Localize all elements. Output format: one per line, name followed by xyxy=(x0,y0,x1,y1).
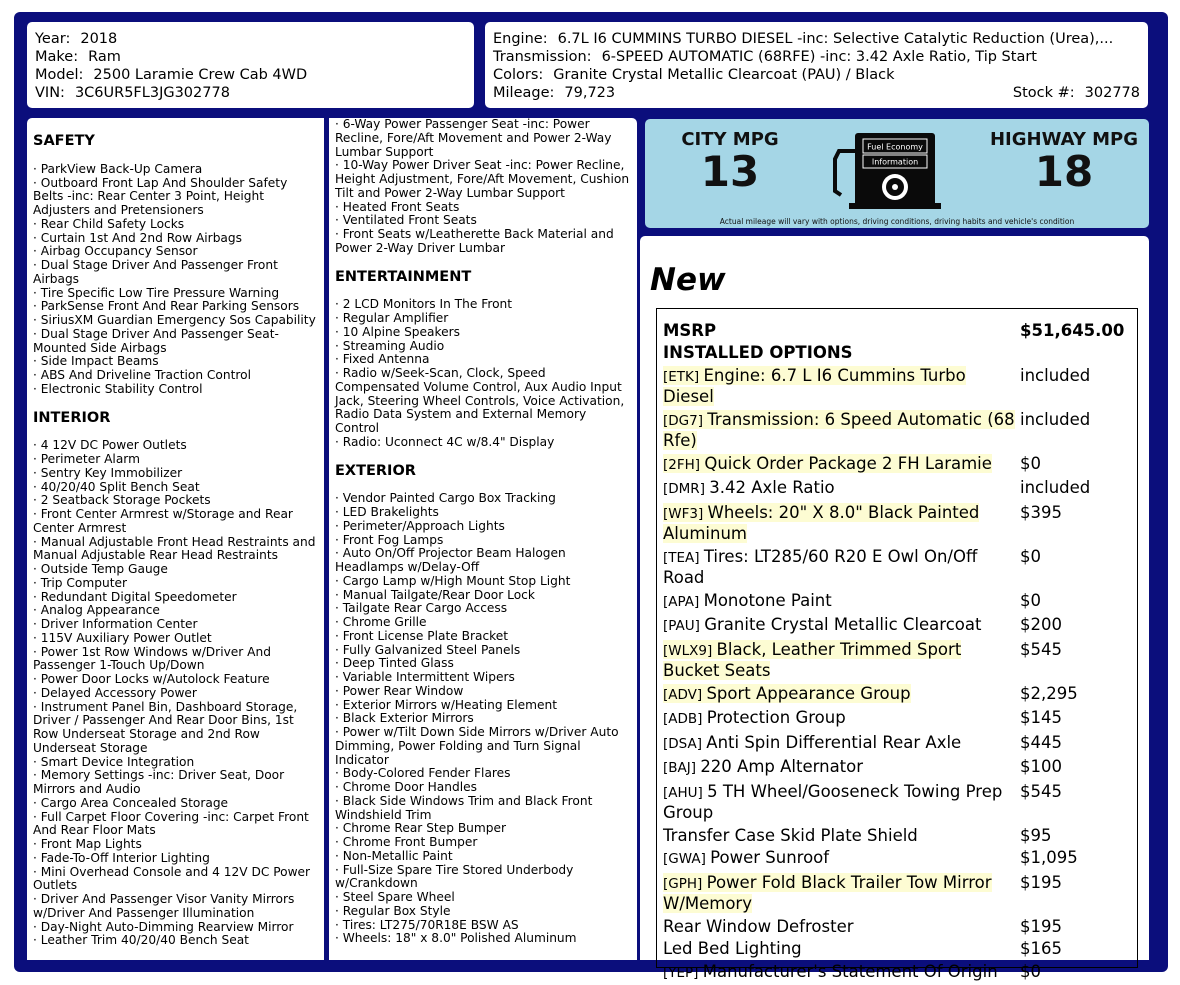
option-row xyxy=(663,614,1131,639)
option-description: [GWA] Power Sunroof xyxy=(663,848,830,867)
model-label: Model: xyxy=(35,67,84,83)
feature-item: · Regular Amplifier xyxy=(335,311,449,325)
engine-label: Engine: xyxy=(493,31,548,47)
option-row xyxy=(663,682,1131,707)
option-code: [PAU] xyxy=(663,618,705,634)
feature-item: · Rear Child Safety Locks xyxy=(33,216,185,231)
year-label: Year: xyxy=(35,31,71,47)
feature-item: · Exterior Mirrors w/Heating Element xyxy=(335,697,557,712)
feature-item: · Electronic Stability Control xyxy=(33,381,203,396)
option-code: [ADV] xyxy=(663,686,707,703)
option-row xyxy=(663,501,1131,545)
feature-item: · Heated Front Seats xyxy=(335,199,460,214)
option-code: [GPH] xyxy=(663,875,707,892)
option-code: [YEP] xyxy=(663,964,703,981)
feature-item: · Streaming Audio xyxy=(335,338,445,353)
fuel-pump-icon xyxy=(825,129,965,211)
feature-item: · Side Impact Beams xyxy=(33,354,159,369)
option-code: [2FH] xyxy=(663,456,705,473)
feature-item: · Redundant Digital Speedometer xyxy=(33,589,237,604)
option-code: [WF3] xyxy=(663,505,708,522)
vin-row xyxy=(35,84,466,102)
feature-item: · Vendor Painted Cargo Box Tracking xyxy=(335,491,556,506)
feature-item: · Front Map Lights xyxy=(33,837,142,851)
option-code: [DMR] xyxy=(663,481,710,497)
feature-item: · Manual Tailgate/Rear Door Lock xyxy=(335,587,535,602)
feature-item: · 10-Way Power Driver Seat -inc: Power Recline, Height Adjustment, Fore/Aft Movement, Cushion Tilt and Power 2-Way Lumbar Support xyxy=(335,158,630,200)
option-price: $545 xyxy=(1020,639,1062,659)
option-price: $95 xyxy=(1020,825,1052,845)
option-price: $145 xyxy=(1020,708,1062,727)
option-price: $195 xyxy=(1020,872,1062,892)
feature-item: · ABS And Driveline Traction Control xyxy=(33,368,251,382)
feature-item: · Chrome Door Handles xyxy=(335,780,477,794)
mileage-label: Mileage: xyxy=(493,85,555,101)
highway-mpg-label: HIGHWAY MPG xyxy=(989,129,1139,150)
feature-item: · 6-Way Power Passenger Seat -inc: Power Recline, Fore/Aft Movement and Power 2-Way Lumbar Support xyxy=(335,117,612,159)
feature-item: · Driver And Passenger Visor Vanity Mirrors w/Driver And Passenger Illumination xyxy=(33,892,295,920)
feature-item: · Front Center Armrest w/Storage and Rear Center Armrest xyxy=(33,507,293,535)
option-description: [DSA] Anti Spin Differential Rear Axle xyxy=(663,732,962,752)
installed-options-title: INSTALLED OPTIONS xyxy=(663,343,853,362)
option-code: [DSA] xyxy=(663,735,707,752)
feature-item: · Regular Box Style xyxy=(335,903,451,918)
feature-item: · Power w/Tilt Down Side Mirrors w/Driver Auto Dimming, Power Folding and Turn Signal Indicator xyxy=(335,725,619,767)
feature-item: · 4 12V DC Power Outlets xyxy=(33,438,187,453)
feature-item: · Body-Colored Fender Flares xyxy=(335,766,511,781)
feature-item: · Leather Trim 40/20/40 Bench Seat xyxy=(33,933,249,948)
option-description: [2FH] Quick Order Package 2 FH Laramie xyxy=(663,453,992,473)
msrp-row xyxy=(663,319,1131,342)
colors-row xyxy=(493,66,1140,84)
option-row xyxy=(663,847,1131,872)
msrp-value: $51,645.00 xyxy=(1020,321,1125,340)
feature-item: · Chrome Rear Step Bumper xyxy=(335,821,507,836)
option-price: included xyxy=(1020,409,1091,429)
option-description: [PAU] Granite Crystal Metallic Clearcoat xyxy=(663,615,982,634)
feature-item: · Full-Size Spare Tire Stored Underbody w/Crankdown xyxy=(335,862,574,891)
feature-item: · Full Carpet Floor Covering -inc: Carpet Front And Rear Floor Mats xyxy=(33,809,309,838)
feature-item: · Radio: Uconnect 4C w/8.4" Display xyxy=(335,434,555,449)
section-title-interior: INTERIOR xyxy=(33,409,111,426)
pump-text-line1: Fuel Economy xyxy=(867,142,923,152)
option-description: [DMR] 3.42 Axle Ratio xyxy=(663,478,835,497)
option-row xyxy=(663,731,1131,756)
option-row xyxy=(663,960,1131,985)
option-code: [DG7] xyxy=(663,412,708,429)
city-mpg-value: 13 xyxy=(700,147,760,196)
option-row xyxy=(663,707,1131,732)
option-description: [TEA] Tires: LT285/60 R20 E Owl On/Off Road xyxy=(663,546,978,587)
msrp-label: MSRP xyxy=(663,321,717,340)
make-label: Make: xyxy=(35,49,79,65)
feature-item: · Instrument Panel Bin, Dashboard Storage, Driver / Passenger And Rear Door Bins, 1st Row Underseat Storage and 2nd Row Underseat Storage xyxy=(33,699,298,755)
feature-item: · Outboard Front Lap And Shoulder Safety Belts -inc: Rear Center 3 Point, Height Adjusters and Pretensioners xyxy=(33,175,288,217)
feature-item: · Front Fog Lamps xyxy=(335,532,444,547)
feature-item: · Power Door Locks w/Autolock Feature xyxy=(33,672,270,686)
feature-item: · Mini Overhead Console and 4 12V DC Power Outlets xyxy=(33,864,311,893)
option-code: [ETK] xyxy=(663,368,704,385)
option-description: [ADV] Sport Appearance Group xyxy=(663,683,911,703)
colors-value: Granite Crystal Metallic Clearcoat (PAU) / Black xyxy=(553,67,895,83)
option-row xyxy=(663,477,1131,502)
section-title-exterior: EXTERIOR xyxy=(335,462,416,479)
feature-item: · Front License Plate Bracket xyxy=(335,628,509,643)
feature-item: · Black Exterior Mirrors xyxy=(335,711,474,726)
section-title-entertainment: ENTERTAINMENT xyxy=(335,268,472,285)
feature-item: · Delayed Accessory Power xyxy=(33,685,197,700)
option-code: [WLX9] xyxy=(663,642,717,659)
options-box xyxy=(656,308,1138,981)
feature-item: · Tire Specific Low Tire Pressure Warning xyxy=(33,285,280,300)
option-code: [ADB] xyxy=(663,711,707,727)
stock-value: 302778 xyxy=(1084,85,1140,101)
feature-item: · Power 1st Row Windows w/Driver And Passenger 1-Touch Up/Down xyxy=(33,644,271,673)
feature-item: · Power Rear Window xyxy=(335,683,464,698)
feature-item: · Airbag Occupancy Sensor xyxy=(33,244,198,259)
highway-mpg xyxy=(979,129,1149,194)
option-code: [GWA] xyxy=(663,851,711,867)
feature-item: · Variable Intermittent Wipers xyxy=(335,670,515,684)
option-row xyxy=(663,780,1131,824)
option-description: [WF3] Wheels: 20" X 8.0" Black Painted Aluminum xyxy=(663,502,980,543)
highway-mpg-value: 18 xyxy=(1034,147,1094,196)
option-row xyxy=(663,364,1131,408)
stock-label: Stock #: xyxy=(1012,85,1075,101)
option-code: [AHU] xyxy=(663,784,708,801)
option-description: [ADB] Protection Group xyxy=(663,708,846,727)
option-description: [AHU] 5 TH Wheel/Gooseneck Towing Prep Group xyxy=(663,781,1003,822)
engine-value: 6.7L I6 CUMMINS TURBO DIESEL -inc: Selective Catalytic Reduction (Urea),... xyxy=(557,31,1114,47)
year-value: 2018 xyxy=(80,31,118,47)
city-mpg xyxy=(645,129,815,194)
option-row xyxy=(663,756,1131,781)
make-row xyxy=(35,48,466,66)
feature-item: · Front Seats w/Leatherette Back Material and Power 2-Way Driver Lumbar xyxy=(335,227,614,255)
transmission-row xyxy=(493,48,1140,66)
feature-item: · Fixed Antenna xyxy=(335,352,430,367)
feature-item: · 115V Auxiliary Power Outlet xyxy=(33,630,212,645)
feature-item: · Tailgate Rear Cargo Access xyxy=(335,601,508,616)
feature-item: · ParkSense Front And Rear Parking Sensors xyxy=(33,299,300,314)
feature-item: · Dual Stage Driver And Passenger Front Airbags xyxy=(33,258,278,286)
option-code: [TEA] xyxy=(663,549,704,566)
option-price: $0 xyxy=(1020,590,1041,610)
feature-item: · Analog Appearance xyxy=(33,603,160,618)
feature-item: · Fade-To-Off Interior Lighting xyxy=(33,850,210,865)
features-column-middle xyxy=(329,118,637,960)
city-mpg-label: CITY MPG xyxy=(681,129,779,150)
option-price: $545 xyxy=(1020,781,1062,801)
option-price: $0 xyxy=(1020,546,1041,566)
vehicle-condition: New xyxy=(650,262,726,298)
transmission-value: 6-SPEED AUTOMATIC (68RFE) -inc: 3.42 Axle Ratio, Tip Start xyxy=(601,49,1037,65)
options-list xyxy=(663,364,1131,985)
pump-text-line2: Information xyxy=(871,157,919,167)
feature-item: · Day-Night Auto-Dimming Rearview Mirror xyxy=(33,919,294,934)
option-price: $165 xyxy=(1020,939,1062,958)
option-description: [ETK] Engine: 6.7 L I6 Cummins Turbo Diesel xyxy=(663,365,966,406)
option-description: Transfer Case Skid Plate Shield xyxy=(663,825,918,845)
colors-label: Colors: xyxy=(493,67,544,83)
option-price: $445 xyxy=(1020,732,1062,752)
option-description: Led Bed Lighting xyxy=(663,939,802,958)
feature-item: · ParkView Back-Up Camera xyxy=(33,161,203,176)
option-price: $195 xyxy=(1020,916,1062,936)
option-code: [APA] xyxy=(663,593,704,610)
mileage-disclaimer: Actual mileage will vary with options, driving conditions, driving habits and vehicle's condition xyxy=(719,217,1075,226)
option-row xyxy=(663,938,1131,961)
feature-item: · 40/20/40 Split Bench Seat xyxy=(33,479,200,494)
feature-item: · Sentry Key Immobilizer xyxy=(33,465,183,480)
vin-value: 3C6UR5FL3JG302778 xyxy=(74,85,230,101)
option-price: $100 xyxy=(1020,757,1062,776)
feature-item: · Manual Adjustable Front Head Restraints and Manual Adjustable Rear Head Restraints xyxy=(33,534,316,563)
feature-item: · 10 Alpine Speakers xyxy=(335,324,460,339)
option-description: [BAJ] 220 Amp Alternator xyxy=(663,757,864,776)
option-description: [DG7] Transmission: 6 Speed Automatic (68 Rfe) xyxy=(663,409,1015,450)
vehicle-info xyxy=(27,22,474,108)
feature-item: · Dual Stage Driver And Passenger Seat-Mounted Side Airbags xyxy=(33,326,279,355)
feature-item: · Curtain 1st And 2nd Row Airbags xyxy=(33,230,242,245)
feature-item: · 2 LCD Monitors In The Front xyxy=(335,297,513,312)
features-column-left xyxy=(27,118,324,960)
feature-item: · Smart Device Integration xyxy=(33,754,195,769)
feature-item: · Non-Metallic Paint xyxy=(335,848,453,863)
engine-row xyxy=(493,30,1140,48)
mileage-row xyxy=(493,84,1140,102)
option-price: $200 xyxy=(1020,615,1062,634)
option-code: [BAJ] xyxy=(663,760,701,776)
option-price: included xyxy=(1020,478,1091,497)
option-price: $1,095 xyxy=(1020,848,1078,867)
feature-item: · Ventilated Front Seats xyxy=(335,213,477,228)
feature-item: · Fully Galvanized Steel Panels xyxy=(335,642,521,657)
specs-info xyxy=(485,22,1148,108)
section-title-safety: SAFETY xyxy=(33,133,95,149)
make-value: Ram xyxy=(88,49,121,65)
feature-item: · Wheels: 18" x 8.0" Polished Aluminum xyxy=(335,931,577,946)
feature-item: · Perimeter/Approach Lights xyxy=(335,518,505,533)
option-row xyxy=(663,452,1131,477)
option-row xyxy=(663,589,1131,614)
feature-item: · LED Brakelights xyxy=(335,505,439,519)
feature-item: · Perimeter Alarm xyxy=(33,452,140,466)
option-row xyxy=(663,408,1131,452)
model-value: 2500 Laramie Crew Cab 4WD xyxy=(93,67,308,83)
option-description: [APA] Monotone Paint xyxy=(663,590,832,610)
feature-item: · Chrome Grille xyxy=(335,615,427,629)
feature-item: · Trip Computer xyxy=(33,575,127,590)
option-price: $0 xyxy=(1020,961,1041,981)
feature-item: · Deep Tinted Glass xyxy=(335,656,454,671)
option-row xyxy=(663,871,1131,915)
feature-item: · Steel Spare Wheel xyxy=(335,890,455,904)
feature-item: · Cargo Lamp w/High Mount Stop Light xyxy=(335,573,571,588)
option-price: $395 xyxy=(1020,502,1062,522)
feature-item: · Cargo Area Concealed Storage xyxy=(33,795,229,810)
model-row xyxy=(35,66,466,84)
transmission-label: Transmission: xyxy=(493,49,592,65)
option-row xyxy=(663,545,1131,589)
feature-item: · Radio w/Seek-Scan, Clock, Speed Compensated Volume Control, Aux Audio Input Jack, Steering Wheel Controls, Voice Activation, Radio Data System and External Memory Control xyxy=(335,366,625,435)
mileage-value: 79,723 xyxy=(564,85,616,101)
feature-item: · 2 Seatback Storage Pockets xyxy=(33,493,211,508)
feature-item: · SiriusXM Guardian Emergency Sos Capability xyxy=(33,313,316,327)
option-price: included xyxy=(1020,365,1091,385)
option-row xyxy=(663,638,1131,682)
fuel-economy-panel xyxy=(645,119,1149,228)
option-price: $2,295 xyxy=(1020,683,1078,703)
feature-item: · Auto On/Off Projector Beam Halogen Headlamps w/Delay-Off xyxy=(335,546,566,574)
feature-item: · Outside Temp Gauge xyxy=(33,562,168,576)
feature-item: · Tires: LT275/70R18E BSW AS xyxy=(335,917,519,932)
feature-item: · Driver Information Center xyxy=(33,617,198,631)
option-description: [GPH] Power Fold Black Trailer Tow Mirror W/Memory xyxy=(663,872,992,913)
option-description: [WLX9] Black, Leather Trimmed Sport Bucket Seats xyxy=(663,639,962,680)
feature-item: · Memory Settings -inc: Driver Seat, Door Mirrors and Audio xyxy=(33,768,285,796)
feature-item: · Chrome Front Bumper xyxy=(335,835,478,849)
option-row xyxy=(663,824,1131,847)
option-price: $0 xyxy=(1020,453,1041,473)
option-description: Rear Window Defroster xyxy=(663,916,854,936)
pricing-panel xyxy=(640,236,1149,981)
option-description: [YEP] Manufacturer's Statement Of Origin xyxy=(663,961,998,981)
option-row xyxy=(663,915,1131,938)
feature-item: · Black Side Windows Trim and Black Front Windshield Trim xyxy=(335,793,593,822)
vin-label: VIN: xyxy=(35,85,65,101)
year-row xyxy=(35,30,466,48)
